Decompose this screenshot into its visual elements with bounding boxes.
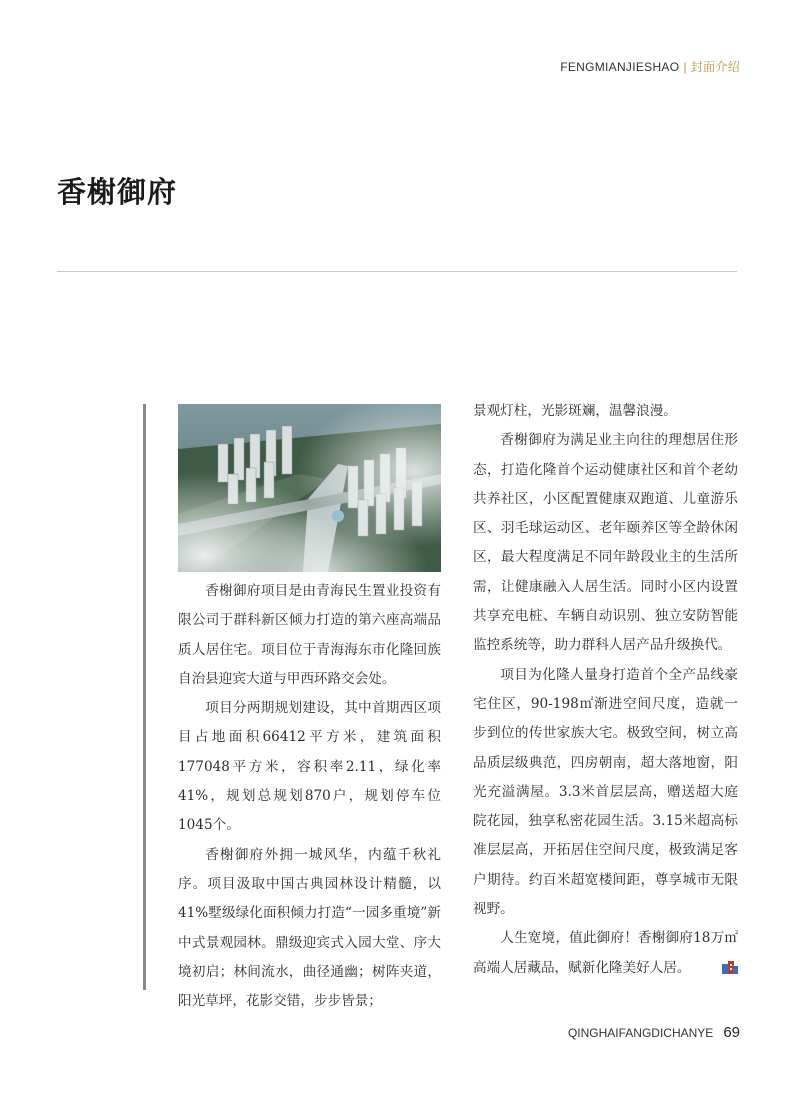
magazine-name: QINGHAIFANGDICHANYE	[567, 1026, 714, 1040]
section-name-cn: 封面介绍	[690, 60, 740, 74]
article-left-column	[178, 577, 441, 1016]
article-paragraph: 香榭御府项目是由青海民生置业投资有限公司于群科新区倾力打造的第六座高端品质人居住宅。项目位于青海海东市化隆回族自治县迎宾大道与甲西环路交会处。	[178, 583, 441, 687]
article-paragraph-last	[473, 924, 738, 983]
article-title: 香榭御府	[57, 175, 178, 209]
section-name-en: FENGMIANJIESHAO	[560, 60, 680, 74]
running-header	[560, 58, 740, 75]
title-divider	[57, 271, 737, 272]
header-separator: |	[683, 60, 687, 74]
left-vertical-bar	[143, 404, 146, 990]
end-mark-icon	[694, 957, 712, 973]
article-right-column	[473, 397, 738, 983]
running-footer	[568, 1024, 740, 1041]
article-paragraph: 项目分两期规划建设，其中首期西区项目占地面积66412平方米，建筑面积177048平方米，容积率2.11，绿化率41%，规划总规划870户，规划停车位1045个。	[178, 700, 441, 834]
article-paragraph: 香榭御府外拥一城风华，内蕴千秋礼序。项目汲取中国古典园林设计精髓，以41%墅级绿化面积倾力打造“一园多重境”新中式景观园林。鼎级迎宾式入园大堂、序大境初启；林间流水，曲径通幽；树阵夹道，阳光草坪，花影交错，步步皆景；	[178, 846, 441, 1010]
aerial-rendering-image	[178, 404, 441, 572]
article-paragraph: 香榭御府为满足业主向往的理想居住形态，打造化隆首个运动健康社区和首个老幼共养社区，小区配置健康双跑道、儿童游乐区、羽毛球运动区、老年颐养区等全龄休闲区，最大程度满足不同年龄段业主的生活所需，让健康融入人居生活。同时小区内设置共享充电桩、车辆自动识别、独立安防智能监控系统等，助力群科人居产品升级换代。	[473, 432, 738, 654]
page-number: 69	[723, 1024, 740, 1041]
closing-text: 人生宽境，值此御府！香榭御府18万㎡高端人居藏品，赋新化隆美好人居。	[473, 930, 738, 976]
article-paragraph: 项目为化隆人量身打造首个全产品线豪宅住区，90-198㎡渐进空间尺度，造就一步到位的传世家族大宅。极致空间，树立高品质层级典范，四房朝南，超大落地窗，阳光充溢满屋。3.3米首层层高，赠送超大庭院花园，独享私密花园生活。3.15米超高标准层层高，开拓居住空间尺度，极致满足客户期待。约百米超宽楼间距，尊享城市无限视野。	[473, 666, 738, 918]
article-paragraph-continued: 景观灯柱，光影斑斓，温馨浪漫。	[473, 403, 677, 419]
